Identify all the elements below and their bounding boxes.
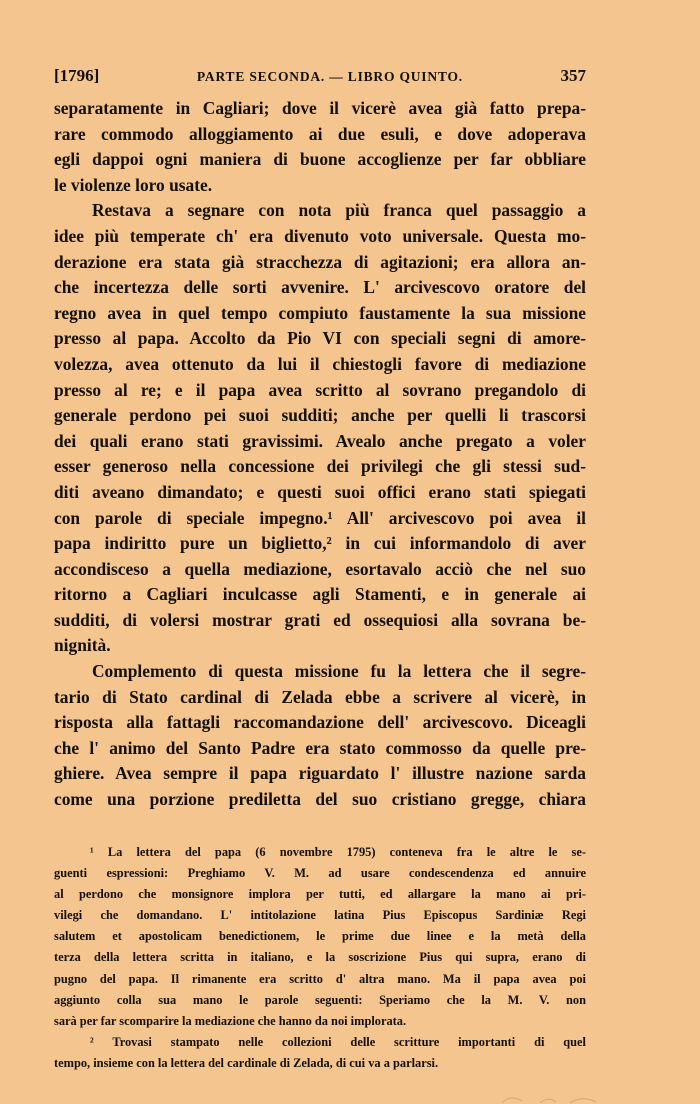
footnote-line: ² Trovasi stampato nelle collezioni delle scritture importanti di quel <box>90 1034 586 1049</box>
text-line: che l' animo del Santo Padre era stato commosso da quelle pre- <box>54 737 586 758</box>
text-line: papa indiritto pure un biglietto,² in cui informandolo di aver <box>54 533 586 554</box>
text-line: generale perdono pei suoi sudditi; anche per quelli li trascorsi <box>54 405 586 426</box>
text-line: che incertezza delle sorti avvenire. L' arcivescovo oratore del <box>54 277 586 298</box>
text-line: regno avea in quel tempo compiuto faustamente la sua missione <box>54 302 586 323</box>
footnote-line: al perdono che monsignore implora per tutti, ed allargare la mano ai pri- <box>54 887 586 902</box>
text-line: accondisceso a quella mediazione, esortavalo acciò che nel suo <box>54 558 586 579</box>
text-line: Restava a segnare con nota più franca quel passaggio a <box>92 200 586 221</box>
header-year: [1796] <box>54 66 100 85</box>
text-line: presso al re; e il papa avea scritto al sovrano pregandolo di <box>54 379 586 400</box>
page-body <box>54 66 586 813</box>
running-header <box>54 66 586 96</box>
text-line: presso al papa. Accolto da Pio VI con speciali segni di amore- <box>54 328 586 349</box>
text-line: ritorno a Cagliari inculcasse agli Stamenti, e in generale ai <box>54 584 586 605</box>
text-line: Complemento di questa missione fu la lettera che il segre- <box>92 661 586 682</box>
footnote-line: guenti espressioni: Preghiamo V. M. ad usare condescendenza ed annuire <box>54 866 586 881</box>
text-line: nignità. <box>54 635 111 656</box>
page-number: 357 <box>560 66 586 85</box>
text-line: rare commodo alloggiamento ai due esuli, e dove adoperava <box>54 123 586 144</box>
text-line: diti aveano dimandato; e questi suoi offici erano stati spiegati <box>54 481 586 502</box>
text-line: come una porzione prediletta del suo cristiano gregge, chiara <box>54 789 586 810</box>
text-line: dei quali erano stati gravissimi. Avealo anche pregato a voler <box>54 430 586 451</box>
footnote-line: salutem et apostolicam benedictionem, le prime due linee e la metà della <box>54 929 586 944</box>
text-line: sudditi, di volersi mostrar grati ed ossequiosi alla sovrana be- <box>54 609 586 630</box>
footnote-line: vilegi che domandano. L' intitolazione latina Pius Episcopus Sardiniæ Regi <box>54 908 586 923</box>
text-line: idee più temperate ch' era divenuto voto universale. Questa mo- <box>54 225 586 246</box>
footnote-line: sarà per far scomparire la mediazione che hanno da noi implorata. <box>54 1013 407 1028</box>
text-line: esser generoso nella concessione dei privilegi che gli stessi sud- <box>54 456 586 477</box>
footnote-line: ¹ La lettera del papa (6 novembre 1795) conteneva fra le altre le se- <box>90 845 586 859</box>
text-line: le violenze loro usate. <box>54 174 213 195</box>
footnotes <box>54 842 586 1074</box>
footnote-line: aggiunto colla sua mano le parole seguenti: Speriamo che la M. V. non <box>54 992 586 1007</box>
text-line: egli dappoi ogni maniera di buone accoglienze per far obbliare <box>54 149 586 170</box>
scan-watermark-smudge <box>500 1092 620 1104</box>
text-line: risposta alla fattagli raccomandazione dell' arcivescovo. Diceagli <box>54 712 586 733</box>
text-line: volezza, avea ottenuto da lui il chiestogli favore di mediazione <box>54 353 586 374</box>
footnote-line: terza della lettera scritta in italiano, e la soscrizione Pius qui supra, erano di <box>54 950 586 965</box>
text-line: tario di Stato cardinal di Zelada ebbe a scrivere al vicerè, in <box>54 686 586 707</box>
footnote-line: pugno del papa. Il rimanente era scritto d' altra mano. Ma il papa avea poi <box>54 971 586 986</box>
header-title: PARTE SECONDA. — LIBRO QUINTO. <box>196 69 463 84</box>
text-line: con parole di speciale impegno.¹ All' arcivescovo poi avea il <box>54 507 586 528</box>
text-line: separatamente in Cagliari; dove il vicerè avea già fatto prepa- <box>54 98 586 118</box>
footnote-line: tempo, insieme con la lettera del cardinale di Zelada, di cui va a parlarsi. <box>54 1055 439 1070</box>
text-line: derazione era stata già stracchezza di agitazioni; era allora an- <box>54 251 586 272</box>
text-line: ghiere. Avea sempre il papa riguardato l' illustre nazione sarda <box>54 763 586 784</box>
main-text <box>54 96 586 813</box>
